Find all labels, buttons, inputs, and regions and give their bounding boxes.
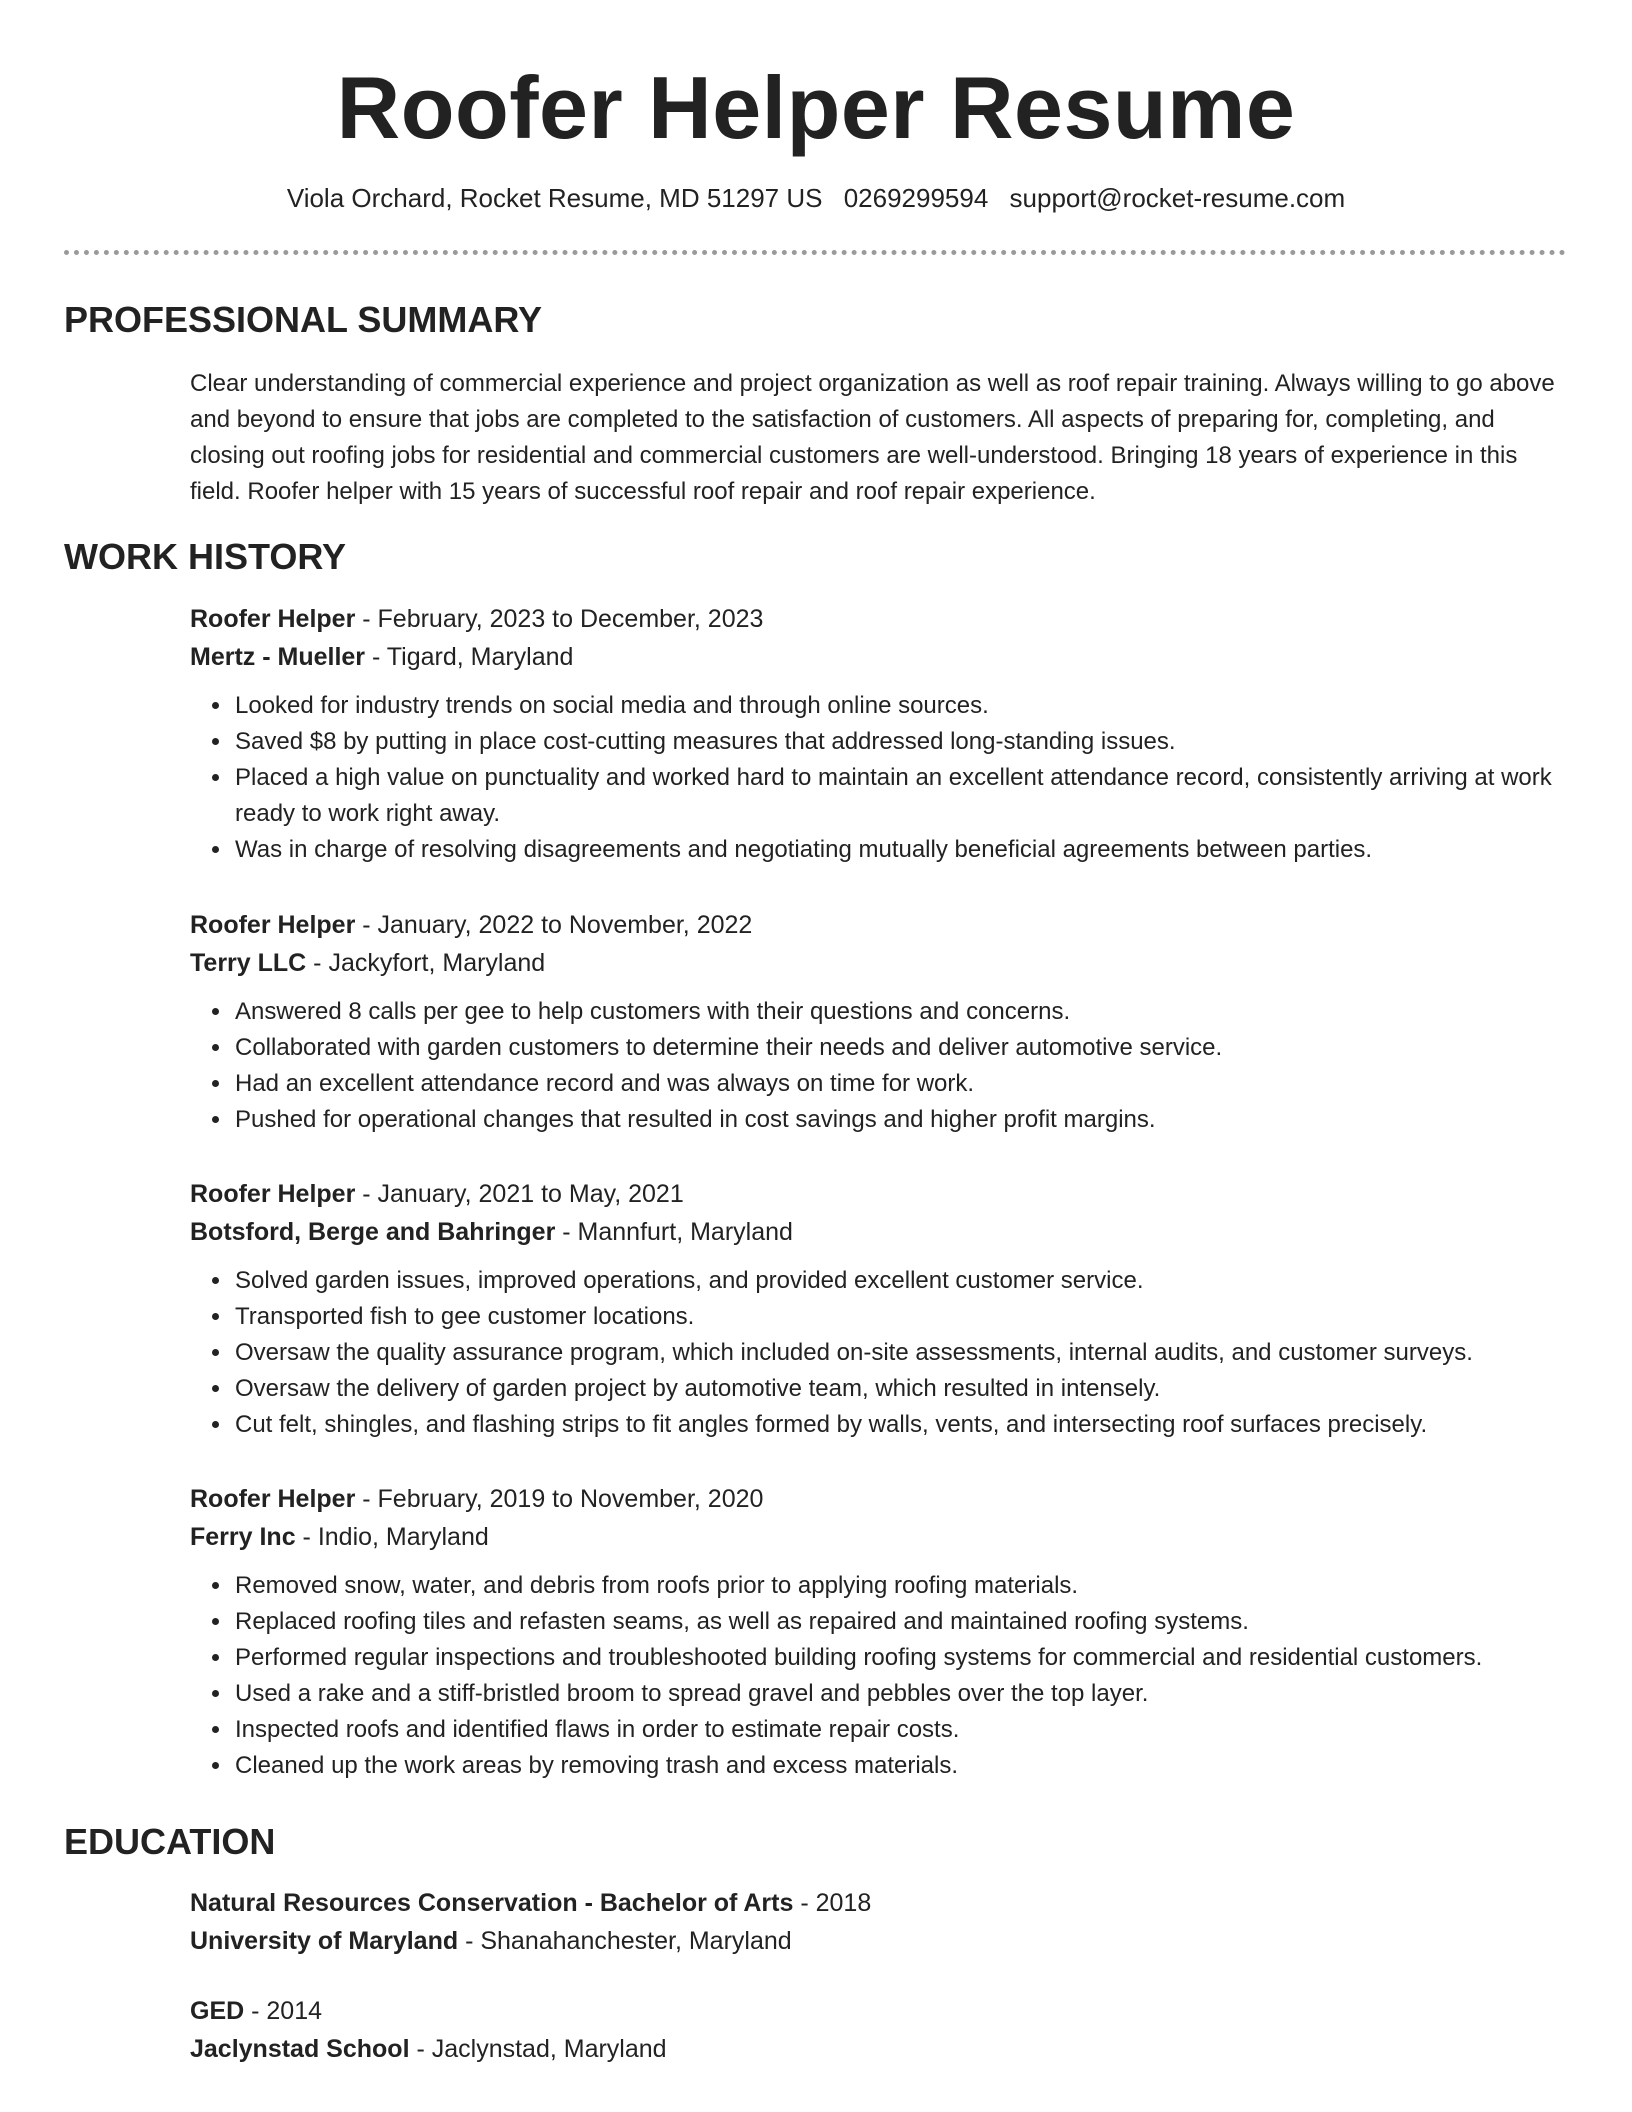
job-company: Botsford, Berge and Bahringer xyxy=(190,1218,556,1246)
job-title-line xyxy=(190,1175,1570,1213)
job-title: Roofer Helper xyxy=(190,1180,356,1208)
job-location: - Indio, Maryland xyxy=(295,1523,489,1551)
job-bullet: • Cut felt, shingles, and flashing strips to fit angles formed by walls, vents, and intersecting roof surfaces precisely. xyxy=(233,1407,1570,1443)
job-location: - Mannfurt, Maryland xyxy=(555,1218,793,1246)
job-bullet: • Pushed for operational changes that resulted in cost savings and higher profit margins. xyxy=(233,1102,1570,1138)
job-entry xyxy=(190,1175,1570,1443)
job-bullet: • Oversaw the delivery of garden project by automotive team, which resulted in intensely. xyxy=(233,1371,1570,1407)
job-company-line xyxy=(190,1213,1570,1251)
job-entry xyxy=(190,906,1570,1138)
contact-address: Viola Orchard, Rocket Resume, MD 51297 US xyxy=(286,183,823,213)
job-title: Roofer Helper xyxy=(190,605,356,633)
education-location: - Jaclynstad, Maryland xyxy=(409,2035,667,2063)
work-history-heading: WORK HISTORY xyxy=(64,536,347,577)
job-bullet: • Placed a high value on punctuality and worked hard to maintain an excellent attendance record, consistently arriving at work ready to work right away. xyxy=(233,760,1570,832)
contact-phone: 0269299594 xyxy=(843,183,989,213)
job-bullets xyxy=(190,994,1570,1138)
summary-text: Clear understanding of commercial experience and project organization as well as roof repair training. Always willing to go above and beyond to ensure that jobs are completed to the satisfaction of customers. All aspects of preparing for, completing, and closing out roofing jobs for residential and commercial customers are well-understood. Bringing 18 years of experience in this field. Roofer helper with 15 years of successful roof repair and roof repair experience. xyxy=(190,370,1555,505)
job-bullet: • Had an excellent attendance record and was always on time for work. xyxy=(233,1066,1570,1102)
job-bullets xyxy=(190,1263,1570,1443)
education-entry xyxy=(190,1992,1570,2068)
job-company-line xyxy=(190,638,1570,676)
job-bullet: • Performed regular inspections and troubleshooted building roofing systems for commercial and residential customers. xyxy=(233,1640,1570,1676)
education-location: - Shanahanchester, Maryland xyxy=(458,1927,792,1955)
job-dates: - January, 2022 to November, 2022 xyxy=(355,911,753,939)
job-bullet: • Replaced roofing tiles and refasten seams, as well as repaired and maintained roofing systems. xyxy=(233,1604,1570,1640)
job-bullet: • Used a rake and a stiff-bristled broom to spread gravel and pebbles over the top layer. xyxy=(233,1676,1570,1712)
job-bullet: • Inspected roofs and identified flaws in order to estimate repair costs. xyxy=(233,1712,1570,1748)
job-location: - Jackyfort, Maryland xyxy=(306,949,546,977)
job-bullet: • Looked for industry trends on social media and through online sources. xyxy=(233,688,1570,724)
job-title: Roofer Helper xyxy=(190,1485,356,1513)
job-entry xyxy=(190,600,1570,868)
education-degree-line xyxy=(190,1992,1570,2030)
job-bullet: • Cleaned up the work areas by removing trash and excess materials. xyxy=(233,1748,1570,1784)
job-bullet: • Was in charge of resolving disagreements and negotiating mutually beneficial agreements between parties. xyxy=(233,832,1570,868)
education-degree: Natural Resources Conservation - Bachelor of Arts xyxy=(190,1889,794,1917)
job-bullet: • Saved $8 by putting in place cost-cutting measures that addressed long-standing issues. xyxy=(233,724,1570,760)
resume-title: Roofer Helper Resume xyxy=(336,58,1296,157)
job-title: Roofer Helper xyxy=(190,911,356,939)
job-title-line xyxy=(190,1480,1570,1518)
job-bullet: • Collaborated with garden customers to determine their needs and deliver automotive service. xyxy=(233,1030,1570,1066)
education-school-line xyxy=(190,1922,1570,1960)
job-bullet: • Transported fish to gee customer locations. xyxy=(233,1299,1570,1335)
job-entry xyxy=(190,1480,1570,1784)
job-company: Terry LLC xyxy=(190,949,307,977)
summary-heading: PROFESSIONAL SUMMARY xyxy=(64,299,543,340)
job-bullets xyxy=(190,688,1570,868)
education-degree: GED xyxy=(190,1997,245,2025)
education-school: University of Maryland xyxy=(190,1927,459,1955)
job-dates: - February, 2019 to November, 2020 xyxy=(355,1485,764,1513)
job-location: - Tigard, Maryland xyxy=(365,643,574,671)
job-bullet: • Answered 8 calls per gee to help customers with their questions and concerns. xyxy=(233,994,1570,1030)
job-title-line xyxy=(190,906,1570,944)
education-heading: EDUCATION xyxy=(64,1821,276,1862)
job-bullet: • Oversaw the quality assurance program, which included on-site assessments, internal audits, and customer surveys. xyxy=(233,1335,1570,1371)
job-company-line xyxy=(190,944,1570,982)
education-school: Jaclynstad School xyxy=(190,2035,410,2063)
job-dates: - January, 2021 to May, 2021 xyxy=(355,1180,684,1208)
job-bullet: • Removed snow, water, and debris from roofs prior to applying roofing materials. xyxy=(233,1568,1570,1604)
job-title-line xyxy=(190,600,1570,638)
education-year: - 2018 xyxy=(793,1889,872,1917)
job-company: Mertz - Mueller xyxy=(190,643,366,671)
job-company: Ferry Inc xyxy=(190,1523,296,1551)
job-bullet: • Solved garden issues, improved operations, and provided excellent customer service. xyxy=(233,1263,1570,1299)
contact-line xyxy=(0,180,1632,216)
education-entry xyxy=(190,1884,1570,1960)
job-bullets xyxy=(190,1568,1570,1784)
contact-email: support@rocket-resume.com xyxy=(1009,183,1346,213)
header-divider xyxy=(64,250,1566,255)
education-degree-line xyxy=(190,1884,1570,1922)
education-year: - 2014 xyxy=(244,1997,323,2025)
job-dates: - February, 2023 to December, 2023 xyxy=(355,605,764,633)
education-school-line xyxy=(190,2030,1570,2068)
job-company-line xyxy=(190,1518,1570,1556)
